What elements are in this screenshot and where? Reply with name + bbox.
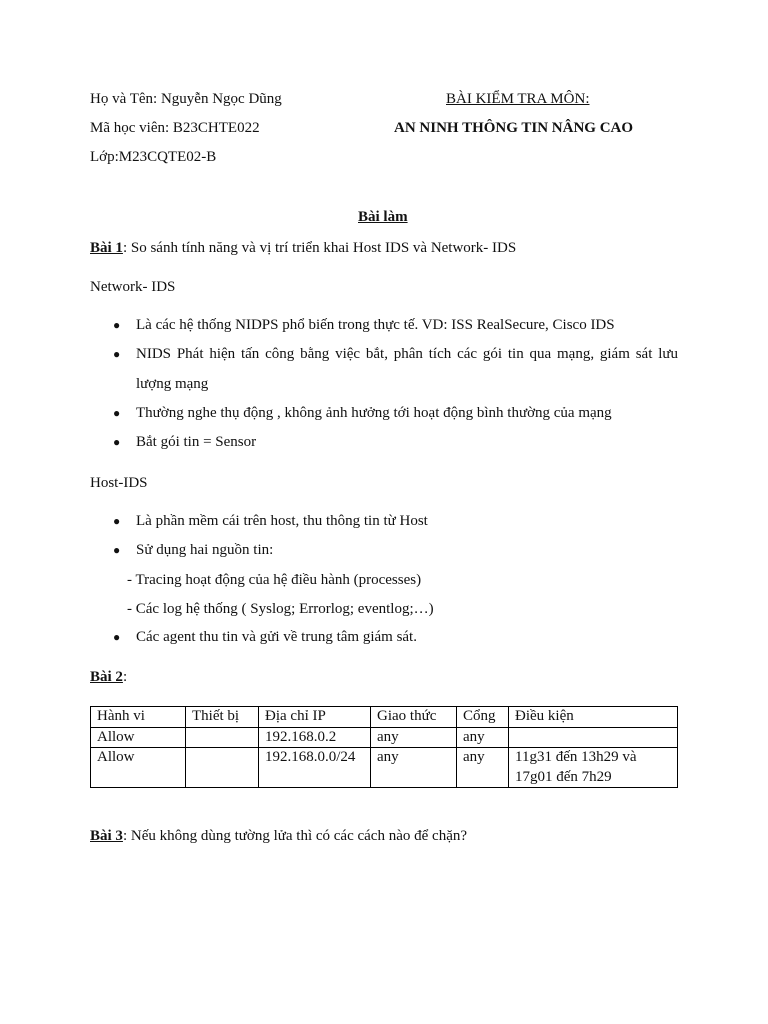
table-cell (186, 727, 259, 748)
table-cell: 192.168.0.2 (259, 727, 371, 748)
table-cell: 11g31 đến 13h29 và 17g01 đến 7h29 (509, 748, 678, 788)
bai3-question-text: : Nếu không dùng tường lửa thì có các cách nào để chặn? (122, 828, 468, 844)
table-cell: any (457, 748, 509, 788)
column-header: Giao thức (371, 707, 457, 728)
column-header: Cổng (457, 707, 509, 728)
exam-subject: AN NINH THÔNG TIN NÂNG CAO (394, 120, 634, 136)
bullet-icon: ● (113, 405, 121, 420)
table-cell: Allow (91, 727, 186, 748)
list-item: ● Các agent thu tin và gửi về trung tâm giám sát. (90, 623, 678, 652)
table-cell: 192.168.0.0/24 (259, 748, 371, 788)
bullet-icon: ● (113, 318, 121, 332)
bai1-question-text: : So sánh tính năng và vị trí triển khai Host IDS và Network- IDS (122, 240, 517, 256)
host-ids-list-cont (90, 623, 678, 652)
bullet-icon: ● (113, 435, 121, 450)
table-cell: Allow (91, 748, 186, 788)
bai2-heading: Bài 2: (90, 669, 128, 685)
list-item: ● Thường nghe thụ động , không ảnh hưởng tới hoạt động bình thường của mạng (90, 399, 678, 428)
table-cell: any (371, 748, 457, 788)
bullet-icon: ● (113, 543, 121, 558)
table-row (91, 727, 678, 748)
table-header-row (91, 707, 678, 728)
network-ids-heading: Network- IDS (90, 279, 176, 295)
host-ids-heading: Host-IDS (90, 475, 148, 491)
host-sub-item: - Tracing hoạt động của hệ điều hành (processes) (127, 572, 422, 588)
host-ids-list (90, 507, 678, 566)
bai3-label: Bài 3 (90, 828, 123, 844)
list-item: ● Sử dụng hai nguồn tin: (90, 536, 678, 565)
list-item: ● Là phần mềm cái trên host, thu thông tin từ Host (90, 507, 678, 536)
column-header: Thiết bị (186, 707, 259, 728)
student-name: Họ và Tên: Nguyễn Ngọc Dũng (90, 91, 282, 107)
column-header: Điều kiện (509, 707, 678, 728)
column-header: Hành vi (91, 707, 186, 728)
bullet-icon: ● (113, 347, 121, 362)
exam-title: BÀI KIỂM TRA MÔN: (446, 91, 590, 107)
list-item: ● Bắt gói tin = Sensor (90, 428, 678, 457)
network-ids-list (90, 311, 678, 457)
table-row (91, 748, 678, 788)
bai3-question (90, 826, 467, 846)
table-cell (186, 748, 259, 788)
table-cell: any (457, 727, 509, 748)
student-id: Mã học viên: B23CHTE022 (90, 120, 260, 136)
section-title: Bài làm (358, 209, 408, 225)
bullet-icon: ● (113, 630, 121, 644)
table-cell (509, 727, 678, 748)
host-sub-item: - Các log hệ thống ( Syslog; Errorlog; eventlog;…) (127, 601, 434, 617)
bai1-label: Bài 1 (90, 240, 123, 256)
list-item: ● Là các hệ thống NIDPS phổ biến trong thực tế. VD: ISS RealSecure, Cisco IDS (90, 311, 678, 340)
bai2-label: Bài 2 (90, 669, 123, 685)
student-class: Lớp:M23CQTE02-B (90, 149, 217, 165)
table-cell: any (371, 727, 457, 748)
firewall-rules-table (90, 706, 678, 788)
bai1-question (90, 238, 516, 258)
list-item: ● NIDS Phát hiện tấn công bằng việc bắt, phân tích các gói tin qua mạng, giám sát lưu lượng mạng (90, 340, 678, 399)
column-header: Địa chỉ IP (259, 707, 371, 728)
bullet-icon: ● (113, 514, 121, 528)
